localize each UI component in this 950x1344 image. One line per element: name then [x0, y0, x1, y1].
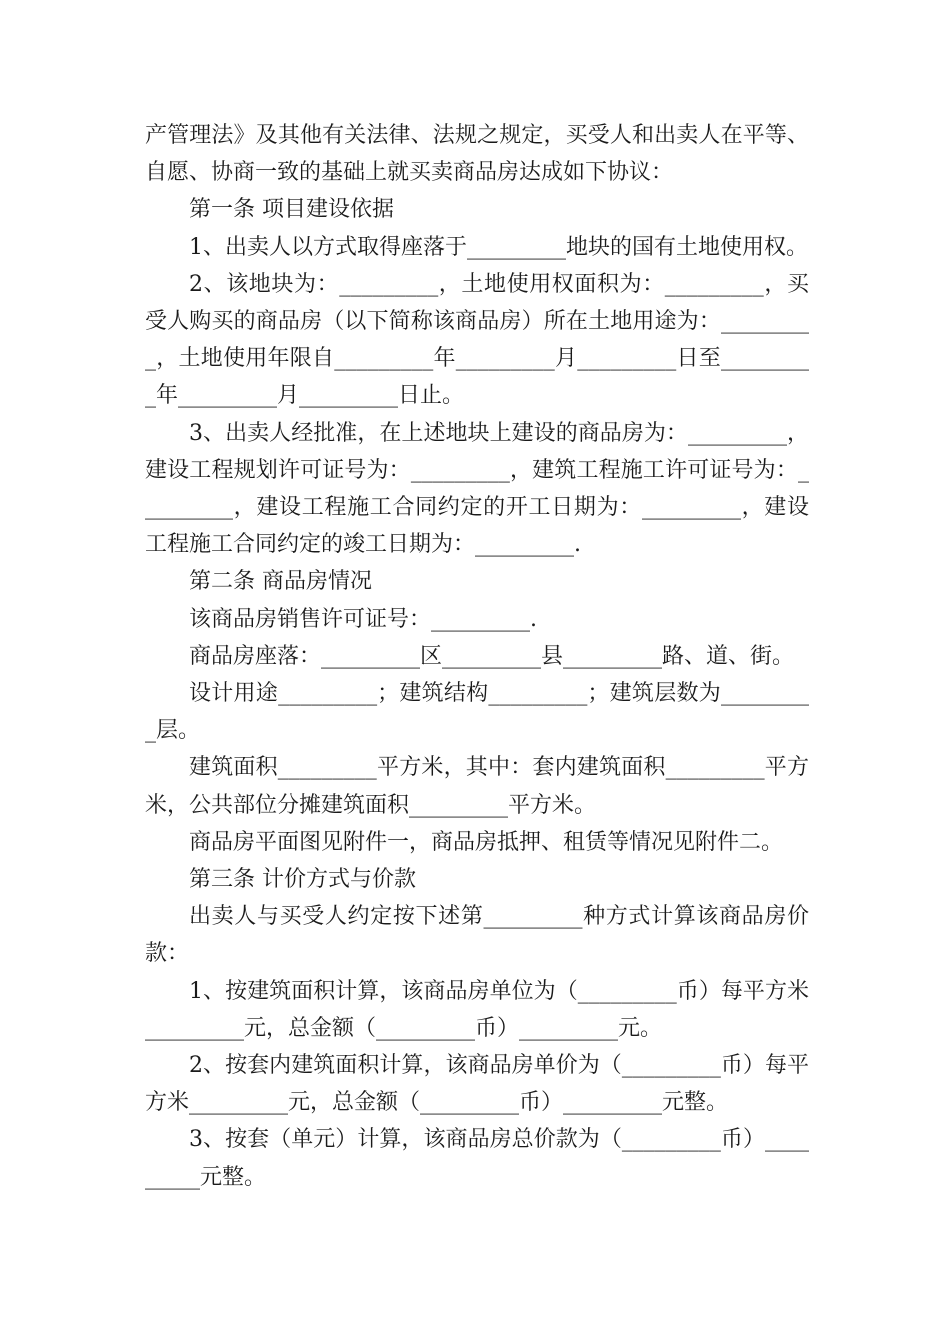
paragraph-intro: 产管理法》及其他有关法律、法规之规定，买受人和出卖人在平等、自愿、协商一致的基础上就买卖商品房达成如下协议： — [145, 123, 809, 186]
document-page — [145, 117, 809, 1196]
article-1-clause-3: 3、出卖人经批准，在上述地块上建设的商品房为：_________，建设工程规划许可证号为：_________，建筑工程施工许可证号为：_________，建设工程施工合同约定的开工日期为：_________，建设工程施工合同约定的竣工日期为：_________. — [145, 420, 809, 558]
article-2-location: 商品房座落：_________区_________县_________路、道、街。 — [189, 643, 795, 669]
article-3-option-3: 3、按套（单元）计算，该商品房总价款为（_________币）_________元整。 — [145, 1127, 809, 1190]
article-3-heading: 第三条 计价方式与价款 — [189, 867, 416, 893]
article-1-heading: 第一条 项目建设依据 — [189, 197, 394, 223]
article-2-area: 建筑面积_________平方米，其中：套内建筑面积_________平方米，公共部位分摊建筑面积_________平方米。 — [145, 755, 809, 818]
article-2-design: 设计用途_________；建筑结构_________；建筑层数为_________层。 — [145, 681, 809, 744]
article-2-license: 该商品房销售许可证号：_________. — [189, 606, 537, 632]
article-1-clause-2: 2、该地块为：_________，土地使用权面积为：_________，买受人购买的商品房（以下简称该商品房）所在土地用途为：_________，土地使用年限自_________年_________月_________日至_________年_________月_________日止。 — [145, 271, 809, 409]
article-3-option-2: 2、按套内建筑面积计算，该商品房单价为（_________币）每平方米_________元，总金额（_________币）_________元整。 — [145, 1053, 809, 1116]
article-3-method: 出卖人与买受人约定按下述第_________种方式计算该商品房价款： — [145, 904, 809, 967]
article-3-option-1: 1、按建筑面积计算，该商品房单位为（_________币）每平方米_________元，总金额（_________币）_________元。 — [145, 978, 809, 1041]
article-2-heading: 第二条 商品房情况 — [189, 569, 372, 595]
article-1-clause-1: 1、出卖人以方式取得座落于_________地块的国有土地使用权。 — [189, 234, 808, 260]
article-2-attachments: 商品房平面图见附件一，商品房抵押、租赁等情况见附件二。 — [189, 829, 784, 855]
